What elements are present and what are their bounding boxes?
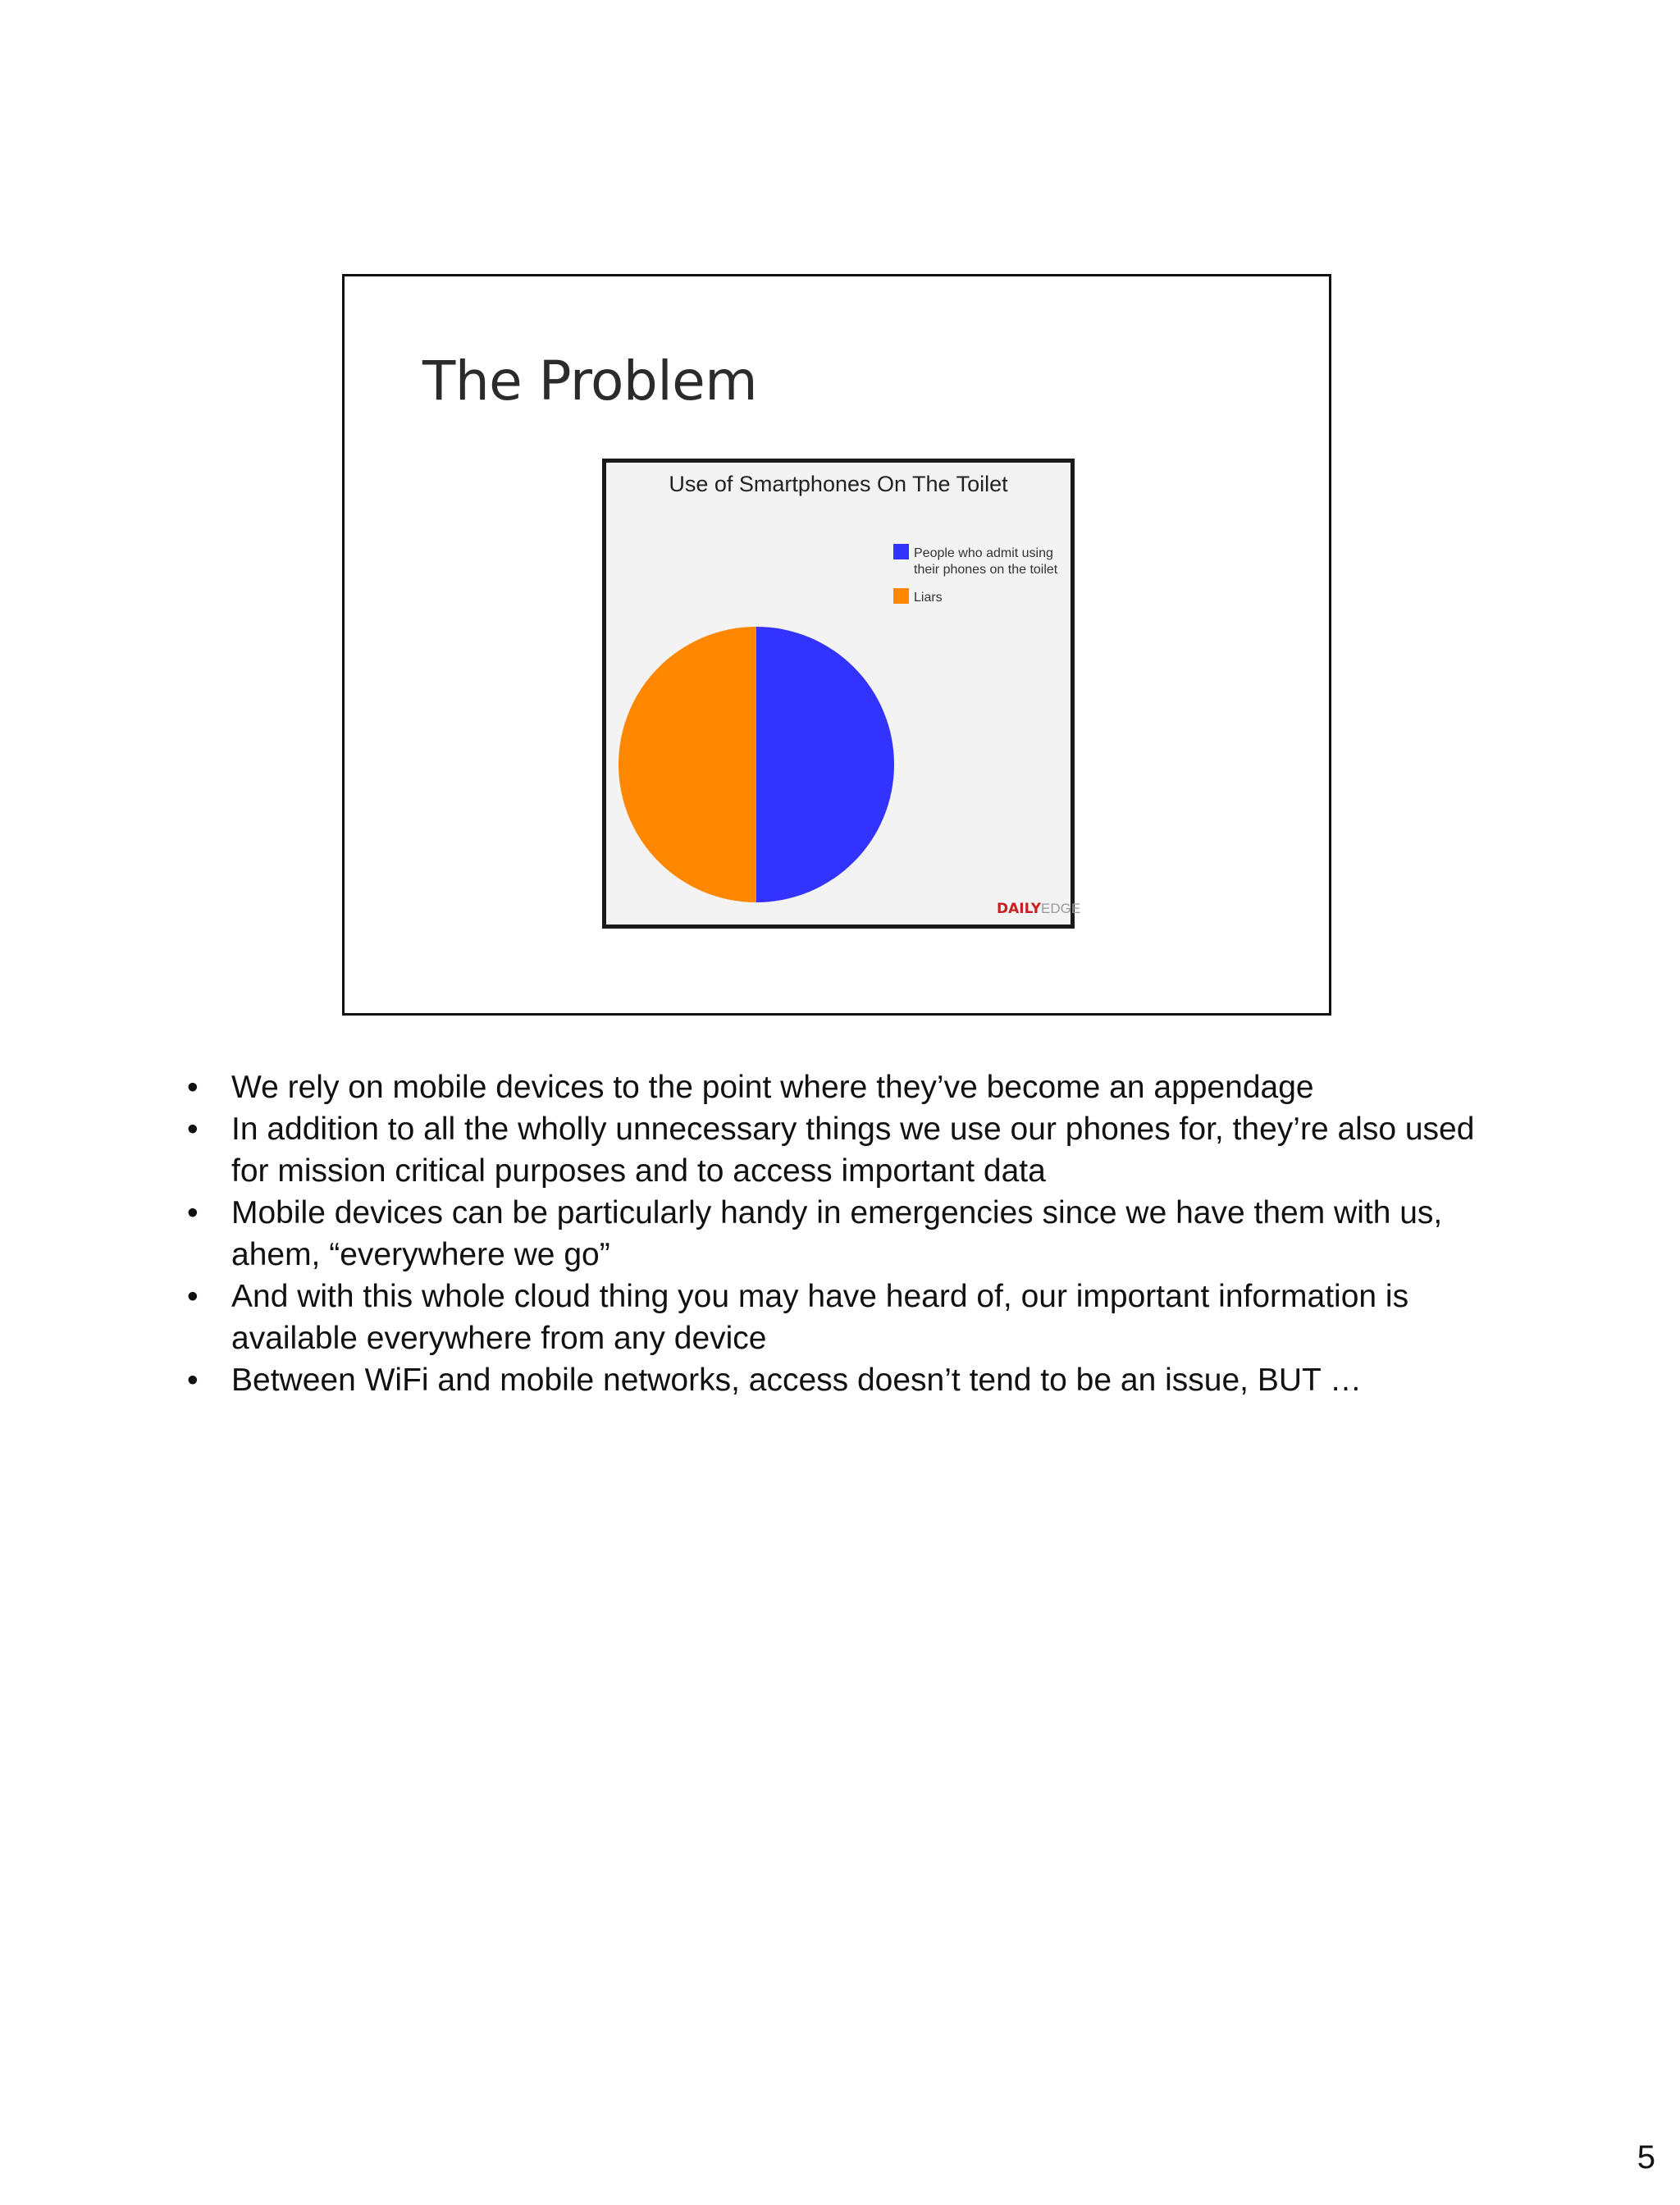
page-number: 5	[1637, 2139, 1655, 2175]
slide-title: The Problem	[422, 349, 758, 413]
bullet-text: And with this whole cloud thing you may have heard of, our important information is available everywhere from any device	[231, 1279, 1409, 1356]
legend-label-1: Liars	[914, 591, 943, 605]
pie-slices	[619, 627, 894, 902]
chart-title: Use of Smartphones On The Toilet	[669, 472, 1008, 496]
watermark-edge: EDGE	[1041, 901, 1081, 916]
bullet-text: In addition to all the wholly unnecessary things we use our phones for, they’re also used for mission critical purposes and to access important data	[231, 1112, 1475, 1189]
legend-swatch-0	[893, 544, 909, 559]
bullet-text: Between WiFi and mobile networks, access doesn’t tend to be an issue, BUT …	[231, 1363, 1362, 1398]
bullet-text: Mobile devices can be particularly handy in emergencies since we have them with us, ahem, “everywhere we go”	[231, 1195, 1443, 1272]
legend-swatch-1	[893, 588, 909, 604]
legend-label-0: People who admit using	[914, 546, 1053, 560]
bullet-item	[187, 1276, 1500, 1359]
bullet-dot: •	[187, 1279, 199, 1314]
bullet-item	[187, 1108, 1500, 1192]
pie-slice-0	[756, 627, 894, 902]
bullet-text: We rely on mobile devices to the point where they’ve become an appendage	[231, 1070, 1314, 1105]
bullet-item	[187, 1359, 1500, 1401]
bullet-dot: •	[187, 1195, 199, 1230]
watermark-daily: DAILY	[997, 901, 1042, 917]
legend-label-0: their phones on the toilet	[914, 563, 1058, 577]
pie-slice-1	[619, 627, 756, 902]
pie-chart-frame	[602, 459, 1081, 929]
bullet-dot: •	[187, 1070, 199, 1105]
chart-watermark	[997, 901, 1080, 917]
chart-legend	[893, 544, 1058, 605]
bullet-list	[187, 1066, 1500, 1401]
bullet-item	[187, 1192, 1500, 1276]
bullet-dot: •	[187, 1112, 199, 1147]
bullet-item	[187, 1066, 1500, 1108]
bullet-dot: •	[187, 1363, 199, 1398]
pie-chart	[606, 463, 1081, 924]
slide-thumbnail	[342, 274, 1331, 1016]
